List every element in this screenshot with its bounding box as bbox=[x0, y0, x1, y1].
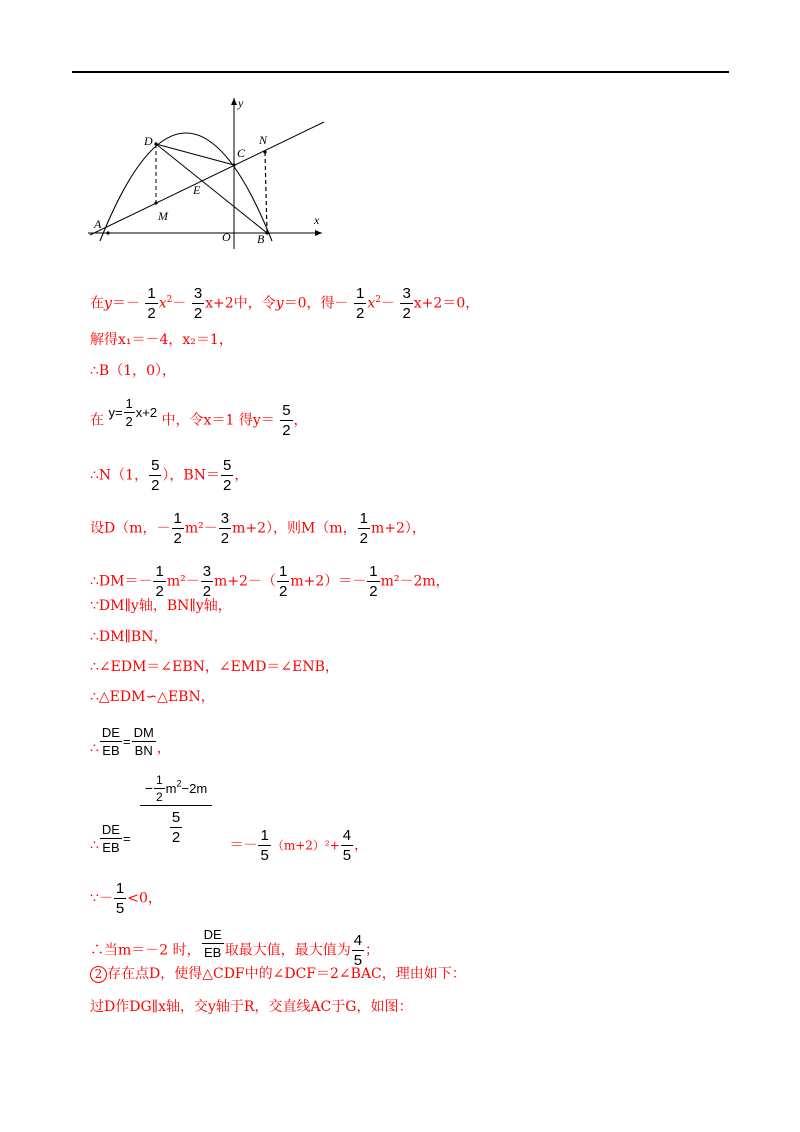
complex-fraction: − $\frac{1}{2}$ $m^2-2m$ $\frac{5}{2}$ bbox=[140, 774, 212, 845]
solution-line-14: ∵－ $\frac{1}{5}$ <0， bbox=[90, 880, 162, 917]
solution-line-13: ∴ $\frac{DE}{EB}$ = ＝－ $\frac{1}{5}$ （m+2）²+ $\frac{4}{5}$ ， bbox=[90, 822, 369, 864]
top-rule bbox=[72, 71, 729, 73]
solution-line-8: ∵DM∥y轴，BN∥y轴， bbox=[90, 598, 232, 614]
solution-line-1: 在y＝－ $\frac{1}{2}$ $x^2-$ $\frac{3}{2}$ x+2中，令y＝0，得－ $\frac{1}{2}$ $x^2-$ $\frac{3}{2}$ x+2＝0， bbox=[90, 285, 480, 322]
solution-line-16: 2 存在点D，使得△CDF中的∠DCF＝2∠BAC，理由如下： bbox=[90, 964, 466, 984]
solution-line-17: 过D作DG∥x轴，交y轴于R，交直线AC于G，如图： bbox=[90, 999, 413, 1015]
label-O: O bbox=[222, 230, 231, 244]
solution-line-9: ∴DM∥BN， bbox=[90, 629, 168, 645]
label-M: M bbox=[158, 209, 168, 223]
parabola-figure bbox=[86, 95, 326, 250]
circled-number: 2 bbox=[90, 966, 107, 983]
solution-line-15: ∴当m＝－2 时， $\frac{DE}{EB}$ 取最大值，最大值为 $\frac{4}{5}$ ； bbox=[90, 927, 380, 969]
solution-line-3: ∴B（1，0）， bbox=[90, 363, 177, 379]
solution-line-2: 解得x₁＝－4，x₂＝1， bbox=[90, 332, 233, 348]
label-x: x bbox=[314, 213, 320, 227]
label-B: B bbox=[257, 232, 265, 246]
solution-line-6: 设D（m，－ $\frac{1}{2}$ m²－ $\frac{3}{2}$ m+2），则M（m， $\frac{1}{2}$ m+2）， bbox=[90, 510, 426, 547]
solution-line-7: ∴DM＝－ $\frac{1}{2}$ m²－ $\frac{3}{2}$ m+2－（ $\frac{1}{2}$ m+2）＝－ $\frac{1}{2}$ m²－2m， bbox=[90, 563, 450, 600]
label-C: C bbox=[237, 146, 246, 160]
solution-line-4: 在 y= $\frac{1}{2}$ x+2 中，令x＝1 得y＝ $\frac{5}{2}$ ， bbox=[90, 396, 308, 439]
solution-line-10: ∴∠EDM＝∠EBN，∠EMD＝∠ENB， bbox=[90, 659, 339, 675]
solution-line-12: ∴ $\frac{DE}{EB}$ = $\frac{DM}{BN}$ ， bbox=[90, 725, 171, 758]
label-y: y bbox=[238, 96, 244, 110]
label-N: N bbox=[259, 133, 268, 147]
solution-line-11: ∴△EDM∽△EBN， bbox=[90, 689, 215, 705]
solution-line-5: ∴N（1， $\frac{5}{2}$ ），BN＝ $\frac{5}{2}$ ， bbox=[90, 457, 249, 494]
label-D: D bbox=[144, 134, 153, 148]
label-E: E bbox=[193, 183, 201, 197]
label-A: A bbox=[94, 217, 102, 231]
